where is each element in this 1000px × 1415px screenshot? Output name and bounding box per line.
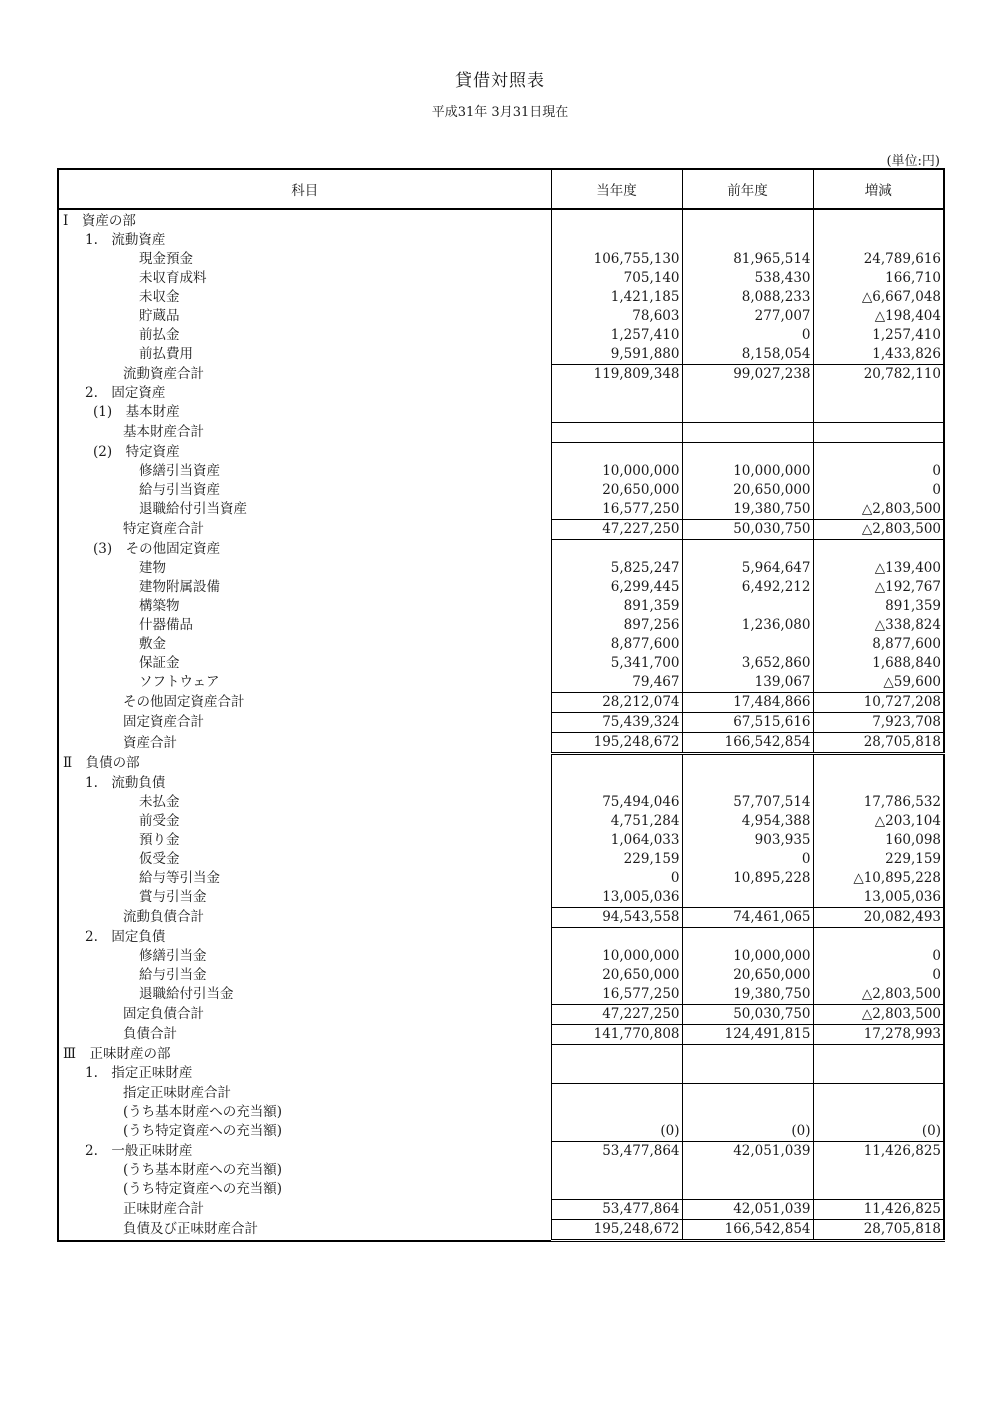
table-row <box>58 578 944 597</box>
current-year-value: 13,005,036 <box>551 888 682 908</box>
table-row <box>58 1045 944 1065</box>
change-value: 10,727,208 <box>813 693 944 713</box>
row-label: 前払費用 <box>139 346 193 363</box>
row-label: (1) 基本財産 <box>93 404 180 421</box>
previous-year-value <box>682 754 813 775</box>
current-year-value: 1,421,185 <box>551 288 682 307</box>
current-year-value: 53,477,864 <box>551 1142 682 1162</box>
balance-sheet-table <box>57 168 945 1242</box>
row-label: 指定正味財産合計 <box>123 1084 231 1101</box>
previous-year-value: 50,030,750 <box>682 1005 813 1025</box>
change-value <box>813 1103 944 1122</box>
previous-year-value: 19,380,750 <box>682 500 813 520</box>
current-year-value: 195,248,672 <box>551 733 682 754</box>
previous-year-value: (0) <box>682 1122 813 1142</box>
row-label: 流動負債合計 <box>123 909 204 925</box>
row-label: 什器備品 <box>139 617 193 633</box>
current-year-value: 229,159 <box>551 850 682 869</box>
header-change: 増減 <box>813 169 944 209</box>
previous-year-value <box>682 403 813 423</box>
row-label: 未払金 <box>139 794 180 810</box>
row-label: ソフトウェア <box>139 674 220 691</box>
table-row <box>58 212 944 231</box>
table-body <box>58 209 944 1241</box>
header-row <box>58 169 944 209</box>
previous-year-value <box>682 1045 813 1065</box>
table-row <box>58 326 944 345</box>
change-value: △10,895,228 <box>813 869 944 888</box>
table-row <box>58 928 944 948</box>
row-label: 特定資産合計 <box>123 521 204 537</box>
current-year-value <box>551 423 682 443</box>
current-year-value: 16,577,250 <box>551 500 682 520</box>
change-value: 229,159 <box>813 850 944 869</box>
previous-year-value <box>682 1103 813 1122</box>
change-value: 20,082,493 <box>813 908 944 928</box>
row-label: 給与等引当金 <box>139 870 220 886</box>
table-row <box>58 774 944 793</box>
current-year-value: 75,439,324 <box>551 713 682 733</box>
document-date: 平成31年 3月31日現在 <box>431 105 569 120</box>
row-label: 敷金 <box>139 636 166 652</box>
previous-year-value <box>682 928 813 948</box>
change-value: △59,600 <box>813 673 944 693</box>
table-row <box>58 365 944 385</box>
row-label: 未収育成料 <box>139 270 207 286</box>
change-value: 0 <box>813 462 944 481</box>
table-row <box>58 1005 944 1025</box>
previous-year-value: 6,492,212 <box>682 578 813 597</box>
table-row <box>58 1220 944 1241</box>
change-value <box>813 212 944 231</box>
current-year-value: 47,227,250 <box>551 1005 682 1025</box>
row-label: 1. 流動資産 <box>85 232 166 248</box>
current-year-value <box>551 1084 682 1104</box>
current-year-value <box>551 443 682 463</box>
change-value: 20,782,110 <box>813 365 944 385</box>
previous-year-value: 10,895,228 <box>682 869 813 888</box>
table-row <box>58 307 944 326</box>
unit-label: (単位:円) <box>886 154 940 169</box>
row-label: 固定負債合計 <box>123 1006 204 1022</box>
current-year-value: 897,256 <box>551 616 682 635</box>
row-label: 1. 指定正味財産 <box>85 1065 193 1082</box>
row-label: (うち特定資産への充当額) <box>123 1181 283 1198</box>
row-label: 2. 固定負債 <box>85 928 166 945</box>
row-label: 負債及び正味財産合計 <box>123 1221 258 1237</box>
previous-year-value: 4,954,388 <box>682 812 813 831</box>
current-year-value: (0) <box>551 1122 682 1142</box>
previous-year-value: 20,650,000 <box>682 966 813 985</box>
table-row <box>58 481 944 500</box>
table-row <box>58 500 944 520</box>
current-year-value: 705,140 <box>551 269 682 288</box>
current-year-value: 106,755,130 <box>551 250 682 269</box>
change-value: 0 <box>813 966 944 985</box>
current-year-value <box>551 774 682 793</box>
header-current-year: 当年度 <box>551 169 682 209</box>
change-value <box>813 1064 944 1084</box>
row-label: 仮受金 <box>139 851 180 867</box>
previous-year-value <box>682 443 813 463</box>
table-row <box>58 908 944 928</box>
previous-year-value: 17,484,866 <box>682 693 813 713</box>
previous-year-value: 10,000,000 <box>682 947 813 966</box>
change-value: 11,426,825 <box>813 1142 944 1162</box>
current-year-value <box>551 1045 682 1065</box>
table-row <box>58 1084 944 1104</box>
current-year-value: 195,248,672 <box>551 1220 682 1241</box>
row-label: その他固定資産合計 <box>123 694 245 710</box>
previous-year-value <box>682 635 813 654</box>
change-value <box>813 384 944 403</box>
change-value <box>813 928 944 948</box>
table-row <box>58 250 944 269</box>
current-year-value: 119,809,348 <box>551 365 682 385</box>
table-row <box>58 812 944 831</box>
row-label: Ⅲ 正味財産の部 <box>63 1045 171 1062</box>
table-row <box>58 1180 944 1200</box>
previous-year-value: 0 <box>682 326 813 345</box>
row-label: Ⅰ 資産の部 <box>63 213 136 229</box>
table-header <box>58 169 944 209</box>
change-value <box>813 774 944 793</box>
previous-year-value: 277,007 <box>682 307 813 326</box>
table-row <box>58 423 944 443</box>
change-value: △192,767 <box>813 578 944 597</box>
table-row <box>58 673 944 693</box>
current-year-value <box>551 403 682 423</box>
row-label: 2. 一般正味財産 <box>85 1142 193 1159</box>
row-label: (2) 特定資産 <box>93 443 180 460</box>
table-row <box>58 1161 944 1180</box>
table-row <box>58 793 944 812</box>
current-year-value: 0 <box>551 869 682 888</box>
table-row <box>58 754 944 775</box>
current-year-value: 10,000,000 <box>551 462 682 481</box>
current-year-value: 78,603 <box>551 307 682 326</box>
previous-year-value: 20,650,000 <box>682 481 813 500</box>
current-year-value <box>551 1103 682 1122</box>
table-row <box>58 985 944 1005</box>
previous-year-value <box>682 1161 813 1180</box>
change-value <box>813 443 944 463</box>
current-year-value: 20,650,000 <box>551 966 682 985</box>
previous-year-value: 8,088,233 <box>682 288 813 307</box>
previous-year-value: 19,380,750 <box>682 985 813 1005</box>
change-value: △198,404 <box>813 307 944 326</box>
table-row <box>58 693 944 713</box>
row-label: (うち基本財産への充当額) <box>123 1104 283 1120</box>
previous-year-value: 50,030,750 <box>682 520 813 540</box>
previous-year-value: 8,158,054 <box>682 345 813 365</box>
change-value: △2,803,500 <box>813 985 944 1005</box>
current-year-value <box>551 212 682 231</box>
change-value <box>813 754 944 775</box>
table-row <box>58 1025 944 1045</box>
current-year-value: 4,751,284 <box>551 812 682 831</box>
change-value: 166,710 <box>813 269 944 288</box>
previous-year-value <box>682 774 813 793</box>
change-value: △203,104 <box>813 812 944 831</box>
table-row <box>58 384 944 403</box>
change-value: △338,824 <box>813 616 944 635</box>
row-label: 固定資産合計 <box>123 714 204 730</box>
previous-year-value: 5,964,647 <box>682 559 813 578</box>
previous-year-value: 10,000,000 <box>682 462 813 481</box>
row-label: (3) その他固定資産 <box>93 540 221 557</box>
current-year-value <box>551 1180 682 1200</box>
row-label: 保証金 <box>139 655 180 671</box>
change-value <box>813 1180 944 1200</box>
table-row <box>58 850 944 869</box>
table-row <box>58 231 944 250</box>
change-value: △139,400 <box>813 559 944 578</box>
table-row <box>58 559 944 578</box>
change-value <box>813 1084 944 1104</box>
table-row <box>58 443 944 463</box>
row-label: 正味財産合計 <box>123 1201 204 1217</box>
table-row <box>58 654 944 673</box>
row-label: 2. 固定資産 <box>85 385 166 401</box>
row-label: 現金預金 <box>139 251 193 267</box>
row-label: 建物 <box>139 560 166 576</box>
current-year-value <box>551 1161 682 1180</box>
row-label: 流動資産合計 <box>123 365 204 382</box>
table-row <box>58 713 944 733</box>
previous-year-value <box>682 231 813 250</box>
change-value: 1,688,840 <box>813 654 944 673</box>
previous-year-value <box>682 1064 813 1084</box>
row-label: 未収金 <box>139 289 180 305</box>
table-row <box>58 1064 944 1084</box>
row-label: 退職給付引当金 <box>139 986 234 1003</box>
change-value: (0) <box>813 1122 944 1142</box>
table-row <box>58 288 944 307</box>
current-year-value <box>551 1064 682 1084</box>
table-row <box>58 540 944 560</box>
previous-year-value: 42,051,039 <box>682 1200 813 1220</box>
previous-year-value <box>682 888 813 908</box>
change-value: 11,426,825 <box>813 1200 944 1220</box>
row-label: (うち特定資産への充当額) <box>123 1123 283 1140</box>
previous-year-value <box>682 423 813 443</box>
table-row <box>58 1103 944 1122</box>
previous-year-value: 67,515,616 <box>682 713 813 733</box>
row-label: 貯蔵品 <box>139 308 180 324</box>
change-value: 160,098 <box>813 831 944 850</box>
current-year-value: 1,257,410 <box>551 326 682 345</box>
current-year-value: 16,577,250 <box>551 985 682 1005</box>
row-label: 前受金 <box>139 813 180 829</box>
row-label: 構築物 <box>139 598 180 614</box>
current-year-value: 79,467 <box>551 673 682 693</box>
change-value: △2,803,500 <box>813 520 944 540</box>
current-year-value: 53,477,864 <box>551 1200 682 1220</box>
row-label: 建物附属設備 <box>139 579 220 595</box>
row-label: Ⅱ 負債の部 <box>63 755 140 772</box>
current-year-value <box>551 231 682 250</box>
current-year-value: 94,543,558 <box>551 908 682 928</box>
previous-year-value: 538,430 <box>682 269 813 288</box>
table-row <box>58 635 944 654</box>
change-value: 28,705,818 <box>813 733 944 754</box>
previous-year-value: 42,051,039 <box>682 1142 813 1162</box>
table-row <box>58 1142 944 1162</box>
change-value <box>813 1161 944 1180</box>
current-year-value: 20,650,000 <box>551 481 682 500</box>
current-year-value: 8,877,600 <box>551 635 682 654</box>
table-row <box>58 966 944 985</box>
previous-year-value <box>682 540 813 560</box>
previous-year-value: 166,542,854 <box>682 733 813 754</box>
header-previous-year: 前年度 <box>682 169 813 209</box>
table-row <box>58 831 944 850</box>
current-year-value: 28,212,074 <box>551 693 682 713</box>
table-row <box>58 1200 944 1220</box>
current-year-value: 891,359 <box>551 597 682 616</box>
table-row <box>58 869 944 888</box>
change-value: 891,359 <box>813 597 944 616</box>
current-year-value: 141,770,808 <box>551 1025 682 1045</box>
previous-year-value: 81,965,514 <box>682 250 813 269</box>
row-label: 給与引当資産 <box>139 482 220 498</box>
table-row <box>58 888 944 908</box>
change-value <box>813 403 944 423</box>
change-value: 28,705,818 <box>813 1220 944 1241</box>
row-label: 預り金 <box>139 832 180 848</box>
row-label: 修繕引当金 <box>139 948 207 964</box>
row-label: 前払金 <box>139 327 180 343</box>
previous-year-value: 99,027,238 <box>682 365 813 385</box>
current-year-value <box>551 384 682 403</box>
table-row <box>58 616 944 635</box>
header-account: 科目 <box>58 169 551 209</box>
table-row <box>58 733 944 754</box>
change-value: △2,803,500 <box>813 1005 944 1025</box>
change-value: 13,005,036 <box>813 888 944 908</box>
current-year-value: 75,494,046 <box>551 793 682 812</box>
document-title: 貸借対照表 <box>455 71 545 91</box>
previous-year-value: 1,236,080 <box>682 616 813 635</box>
current-year-value <box>551 540 682 560</box>
table-row <box>58 345 944 365</box>
change-value: 24,789,616 <box>813 250 944 269</box>
previous-year-value <box>682 212 813 231</box>
change-value: 17,786,532 <box>813 793 944 812</box>
current-year-value: 10,000,000 <box>551 947 682 966</box>
previous-year-value <box>682 597 813 616</box>
change-value: 0 <box>813 947 944 966</box>
current-year-value: 5,341,700 <box>551 654 682 673</box>
previous-year-value: 57,707,514 <box>682 793 813 812</box>
current-year-value: 5,825,247 <box>551 559 682 578</box>
change-value: 17,278,993 <box>813 1025 944 1045</box>
previous-year-value <box>682 1180 813 1200</box>
current-year-value <box>551 928 682 948</box>
current-year-value <box>551 754 682 775</box>
change-value: 8,877,600 <box>813 635 944 654</box>
current-year-value: 1,064,033 <box>551 831 682 850</box>
row-label: 給与引当金 <box>139 967 207 983</box>
row-label: 退職給付引当資産 <box>139 501 247 518</box>
previous-year-value: 3,652,860 <box>682 654 813 673</box>
table-row <box>58 947 944 966</box>
table-row <box>58 597 944 616</box>
current-year-value: 9,591,880 <box>551 345 682 365</box>
table-row <box>58 520 944 540</box>
row-label: (うち基本財産への充当額) <box>123 1162 283 1178</box>
row-label: 負債合計 <box>123 1026 177 1042</box>
change-value: 0 <box>813 481 944 500</box>
change-value: △2,803,500 <box>813 500 944 520</box>
previous-year-value: 139,067 <box>682 673 813 693</box>
row-label: 基本財産合計 <box>123 424 204 440</box>
previous-year-value: 124,491,815 <box>682 1025 813 1045</box>
table-row <box>58 1122 944 1142</box>
previous-year-value: 166,542,854 <box>682 1220 813 1241</box>
change-value: 1,257,410 <box>813 326 944 345</box>
table-row <box>58 462 944 481</box>
previous-year-value: 903,935 <box>682 831 813 850</box>
change-value <box>813 423 944 443</box>
row-label: 賞与引当金 <box>139 889 207 906</box>
table-row <box>58 269 944 288</box>
change-value <box>813 540 944 560</box>
table-row <box>58 403 944 423</box>
change-value: △6,667,048 <box>813 288 944 307</box>
change-value <box>813 231 944 250</box>
previous-year-value <box>682 1084 813 1104</box>
previous-year-value: 0 <box>682 850 813 869</box>
change-value: 1,433,826 <box>813 345 944 365</box>
previous-year-value: 74,461,065 <box>682 908 813 928</box>
previous-year-value <box>682 384 813 403</box>
current-year-value: 47,227,250 <box>551 520 682 540</box>
change-value <box>813 1045 944 1065</box>
change-value: 7,923,708 <box>813 713 944 733</box>
current-year-value: 6,299,445 <box>551 578 682 597</box>
row-label: 資産合計 <box>123 734 177 751</box>
row-label: 修繕引当資産 <box>139 463 220 479</box>
row-label: 1. 流動負債 <box>85 775 166 791</box>
